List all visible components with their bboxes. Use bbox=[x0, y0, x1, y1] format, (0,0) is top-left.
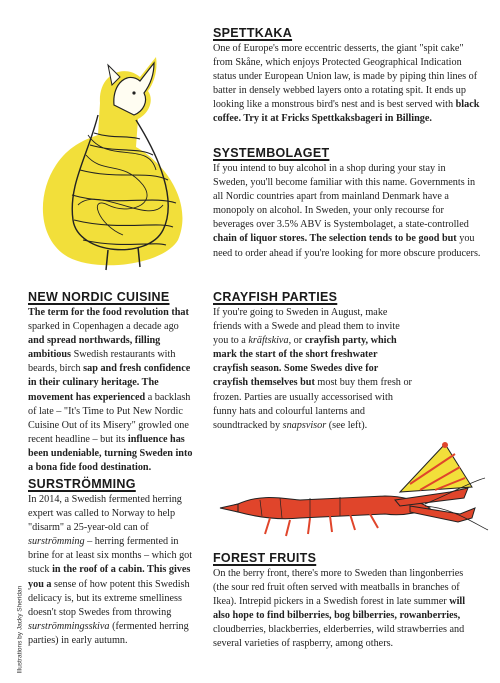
heading-surstromming: SURSTRÖMMING bbox=[28, 477, 136, 491]
text-new-nordic-cuisine: The term for the food revolution that sparked in Copenhagen a decade ago and spread northwards, filling ambitious Swedish restaurants with beards, birch sap and fresh confidence in their culinary heritage. The movement has experienced a backlash of late – "It's Time to Put New Nordic Cuisine Out of its Misery" growled one recent headline – but its influence has been undeniable, turning Sweden into a bona fide food destination. bbox=[28, 307, 193, 474]
text-spettkaka: One of Europe's more eccentric desserts, the giant "spit cake" from Skåne, which enjoys Protected Geographical Indication status under European Union law, is made by piping thin lines of batter in densely webbed layers onto a rotating spit. It ends up looking like a monstrous bird's nest and is best served with black coffee. Try it at Fricks Spettkaksbageri in Billinge. bbox=[213, 43, 480, 125]
section-surstromming bbox=[28, 477, 196, 648]
illustration-credit: Illustrations by Jacky Sheridan bbox=[16, 585, 24, 674]
text-surstromming: In 2014, a Swedish fermented herring expert was called to Norway to help "disarm" a 25-year-old can of surströmming – herring fermented in brine for at least six months – which got stuck in the roof of a cabin. This gives you a sense of how potent this Swedish delicacy is, but its extreme smelliness doesn't stop Swedes from throwing surströmmingsskiva (fermented herring parties) in early autumn. bbox=[28, 494, 193, 646]
heading-spettkaka: SPETTKAKA bbox=[213, 26, 293, 40]
heading-systembolaget: SYSTEMBOLAGET bbox=[213, 146, 330, 160]
heading-forest-fruits: FOREST FRUITS bbox=[213, 551, 317, 565]
heading-new-nordic-cuisine: NEW NORDIC CUISINE bbox=[28, 290, 170, 304]
section-crayfish-parties bbox=[213, 290, 413, 433]
text-forest-fruits: On the berry front, there's more to Sweden than lingonberries (the sour red fruit often served with meatballs in branches of Ikea). Intrepid pickers in a Swedish forest in late summer will also hope to find bilberries, bog bilberries, rowanberries, cloudberries, blackberries, elderberries, wild strawberries and several varieties of raspberry, among others. bbox=[213, 568, 466, 650]
heading-crayfish-parties: CRAYFISH PARTIES bbox=[213, 290, 338, 304]
spettkaka-illustration bbox=[28, 35, 200, 275]
text-systembolaget: If you intend to buy alcohol in a shop during your stay in Sweden, you'll become familiar with this name. Governments in all Nordic countries apart from mainland Denmark have a monopoly on alcohol. In Sweden, your only recourse for beverages over 3.5% ABV is Systembolaget, a state-controlled chain of liquor stores. The selection tends to be good but you need to order ahead if you're looking for more obscure producers. bbox=[213, 163, 481, 259]
section-new-nordic-cuisine bbox=[28, 290, 196, 475]
section-forest-fruits bbox=[213, 551, 481, 652]
crayfish-illustration bbox=[210, 442, 490, 552]
section-systembolaget bbox=[213, 146, 481, 261]
text-crayfish-parties: If you're going to Sweden in August, make friends with a Swede and plead them to invite you to a kräftskiva, or crayfish party, which mark the start of the short freshwater crayfish season. Some Swedes dive for crayfish themselves but most buy them fresh or frozen. Parties are usually accessorised with funny hats and colourful lanterns and soundtracked by snapsvisor (see left). bbox=[213, 307, 412, 431]
section-spettkaka bbox=[213, 26, 481, 127]
